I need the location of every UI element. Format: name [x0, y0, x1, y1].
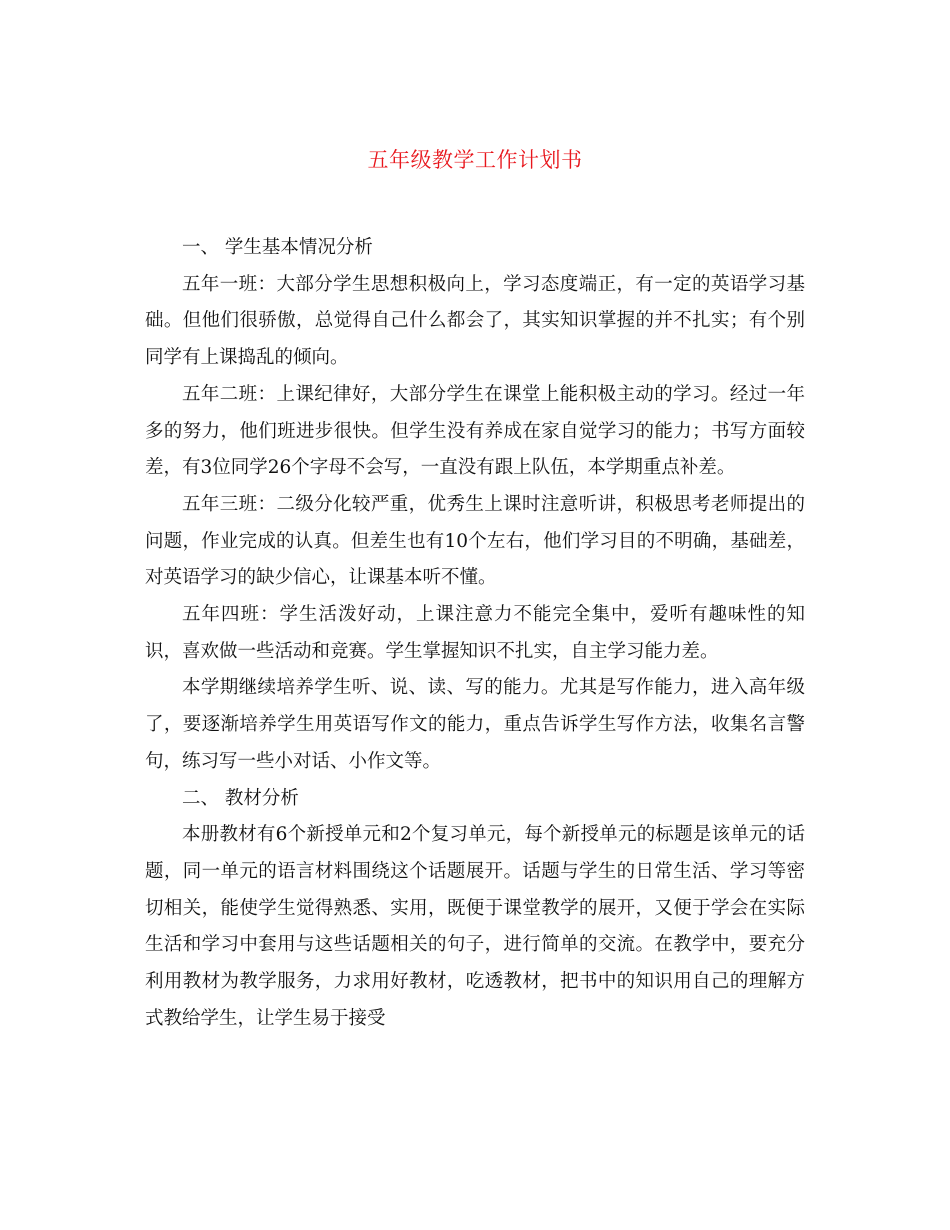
- paragraph-class-2: 五年二班：上课纪律好，大部分学生在课堂上能积极主动的学习。经过一年多的努力，他们班进步很快。但学生没有养成在家自觉学习的能力；书写方面较差，有3位同学26个字母不会写，一直没有跟上队伍，本学期重点补差。: [145, 383, 805, 479]
- section-heading-textbook-analysis: 二、 教材分析: [182, 787, 299, 809]
- document-body: [145, 230, 805, 1037]
- section-heading-student-analysis: 一、 学生基本情况分析: [182, 237, 373, 258]
- paragraph-class-1: 五年一班：大部分学生思想积极向上，学习态度端正，有一定的英语学习基础。但他们很骄傲，总觉得自己什么都会了，其实知识掌握的并不扎实；有个别同学有上课捣乱的倾向。: [145, 273, 805, 369]
- paragraph-class-3: 五年三班：二级分化较严重，优秀生上课时注意听讲，积极思考老师提出的问题，作业完成的认真。但差生也有10个左右，他们学习目的不明确，基础差，对英语学习的缺少信心，让课基本听不懂。: [145, 493, 805, 589]
- document-title: 五年级教学工作计划书: [367, 148, 583, 172]
- paragraph-class-4: 五年四班：学生活泼好动，上课注意力不能完全集中，爱听有趣味性的知识，喜欢做一些活动和竞赛。学生掌握知识不扎实，自主学习能力差。: [145, 604, 805, 662]
- paragraph-textbook: 本册教材有6个新授单元和2个复习单元，每个新授单元的标题是该单元的话题，同一单元的语言材料围绕这个话题展开。话题与学生的日常生活、学习等密切相关，能使学生觉得熟悉、实用，既便于课堂教学的展开，又便于学会在实际生活和学习中套用与这些话题相关的句子，进行简单的交流。在教学中，要充分利用教材为教学服务，力求用好教材，吃透教材，把书中的知识用自己的理解方式教给学生，让学生易于接受: [145, 824, 805, 1029]
- paragraph-semester-goal: 本学期继续培养学生听、说、读、写的能力。尤其是写作能力，进入高年级了，要逐渐培养学生用英语写作文的能力，重点告诉学生写作方法，收集名言警句，练习写一些小对话、小作文等。: [145, 677, 805, 772]
